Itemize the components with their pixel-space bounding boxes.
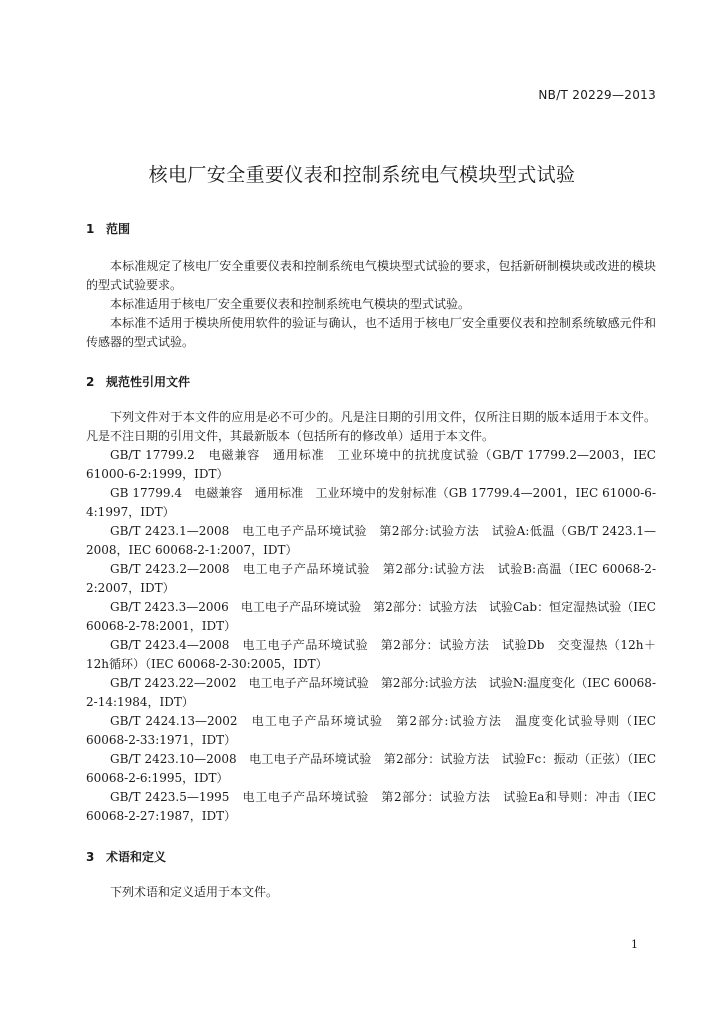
page-number: 1 — [631, 938, 638, 951]
section-number: 1 — [86, 222, 95, 236]
paragraph: 下列文件对于本文件的应用是必不可少的。凡是注日期的引用文件，仅所注日期的版本适用于本文件。凡是不注日期的引用文件，其最新版本（包括所有的修改单）适用于本文件。 — [86, 410, 656, 443]
section-title: 规范性引用文件 — [106, 375, 191, 389]
reference-item: GB/T 17799.2 电磁兼容 通用标准 工业环境中的抗扰度试验（GB/T 17799.2—2003，IEC 61000-6-2:1999，IDT） — [86, 448, 656, 481]
reference-item: GB 17799.4 电磁兼容 通用标准 工业环境中的发射标准（GB 17799.4—2001，IEC 61000-6-4:1997，IDT） — [86, 486, 656, 519]
reference-item: GB/T 2423.5—1995 电工电子产品环境试验 第2部分：试验方法 试验Ea和导则：冲击（IEC 60068-2-27:1987，IDT） — [86, 790, 656, 823]
reference-item: GB/T 2423.2—2008 电工电子产品环境试验 第2部分:试验方法 试验B:高温（IEC 60068-2-2:2007，IDT） — [86, 562, 656, 595]
section-number: 2 — [86, 375, 95, 389]
reference-item: GB/T 2424.13—2002 电工电子产品环境试验 第2部分:试验方法 温度变化试验导则（IEC 60068-2-33:1971，IDT） — [86, 714, 656, 747]
section-heading — [86, 373, 190, 390]
reference-item: GB/T 2423.10—2008 电工电子产品环境试验 第2部分：试验方法 试验Fc：振动（正弦）（IEC 60068-2-6:1995，IDT） — [86, 752, 656, 785]
section-heading — [86, 220, 130, 237]
document-title: 核电厂安全重要仪表和控制系统电气模块型式试验 — [148, 164, 576, 186]
reference-item: GB/T 2423.3—2006 电工电子产品环境试验 第2部分：试验方法 试验Cab：恒定湿热试验（IEC 60068-2-78:2001，IDT） — [86, 600, 656, 633]
paragraph: 本标准适用于核电厂安全重要仪表和控制系统电气模块的型式试验。 — [110, 297, 471, 311]
paragraph: 本标准规定了核电厂安全重要仪表和控制系统电气模块型式试验的要求，包括新研制模块或改进的模块的型式试验要求。 — [86, 259, 656, 292]
paragraph: 本标准不适用于模块所使用软件的验证与确认，也不适用于核电厂安全重要仪表和控制系统敏感元件和传感器的型式试验。 — [86, 316, 656, 349]
paragraph: 下列术语和定义适用于本文件。 — [110, 885, 279, 899]
section-number: 3 — [86, 850, 95, 864]
standard-number: NB/T 20229—2013 — [538, 88, 656, 102]
reference-item: GB/T 2423.22—2002 电工电子产品环境试验 第2部分:试验方法 试验N:温度变化（IEC 60068-2-14:1984，IDT） — [86, 676, 656, 709]
section-heading — [86, 848, 166, 865]
reference-item: GB/T 2423.4—2008 电工电子产品环境试验 第2部分：试验方法 试验Db 交变湿热（12h＋12h循环）（IEC 60068-2-30:2005，IDT） — [86, 638, 656, 671]
section-title: 术语和定义 — [106, 850, 167, 864]
reference-item: GB/T 2423.1—2008 电工电子产品环境试验 第2部分:试验方法 试验A:低温（GB/T 2423.1—2008，IEC 60068-2-1:2007，IDT） — [86, 524, 656, 557]
section-title: 范围 — [106, 222, 131, 236]
